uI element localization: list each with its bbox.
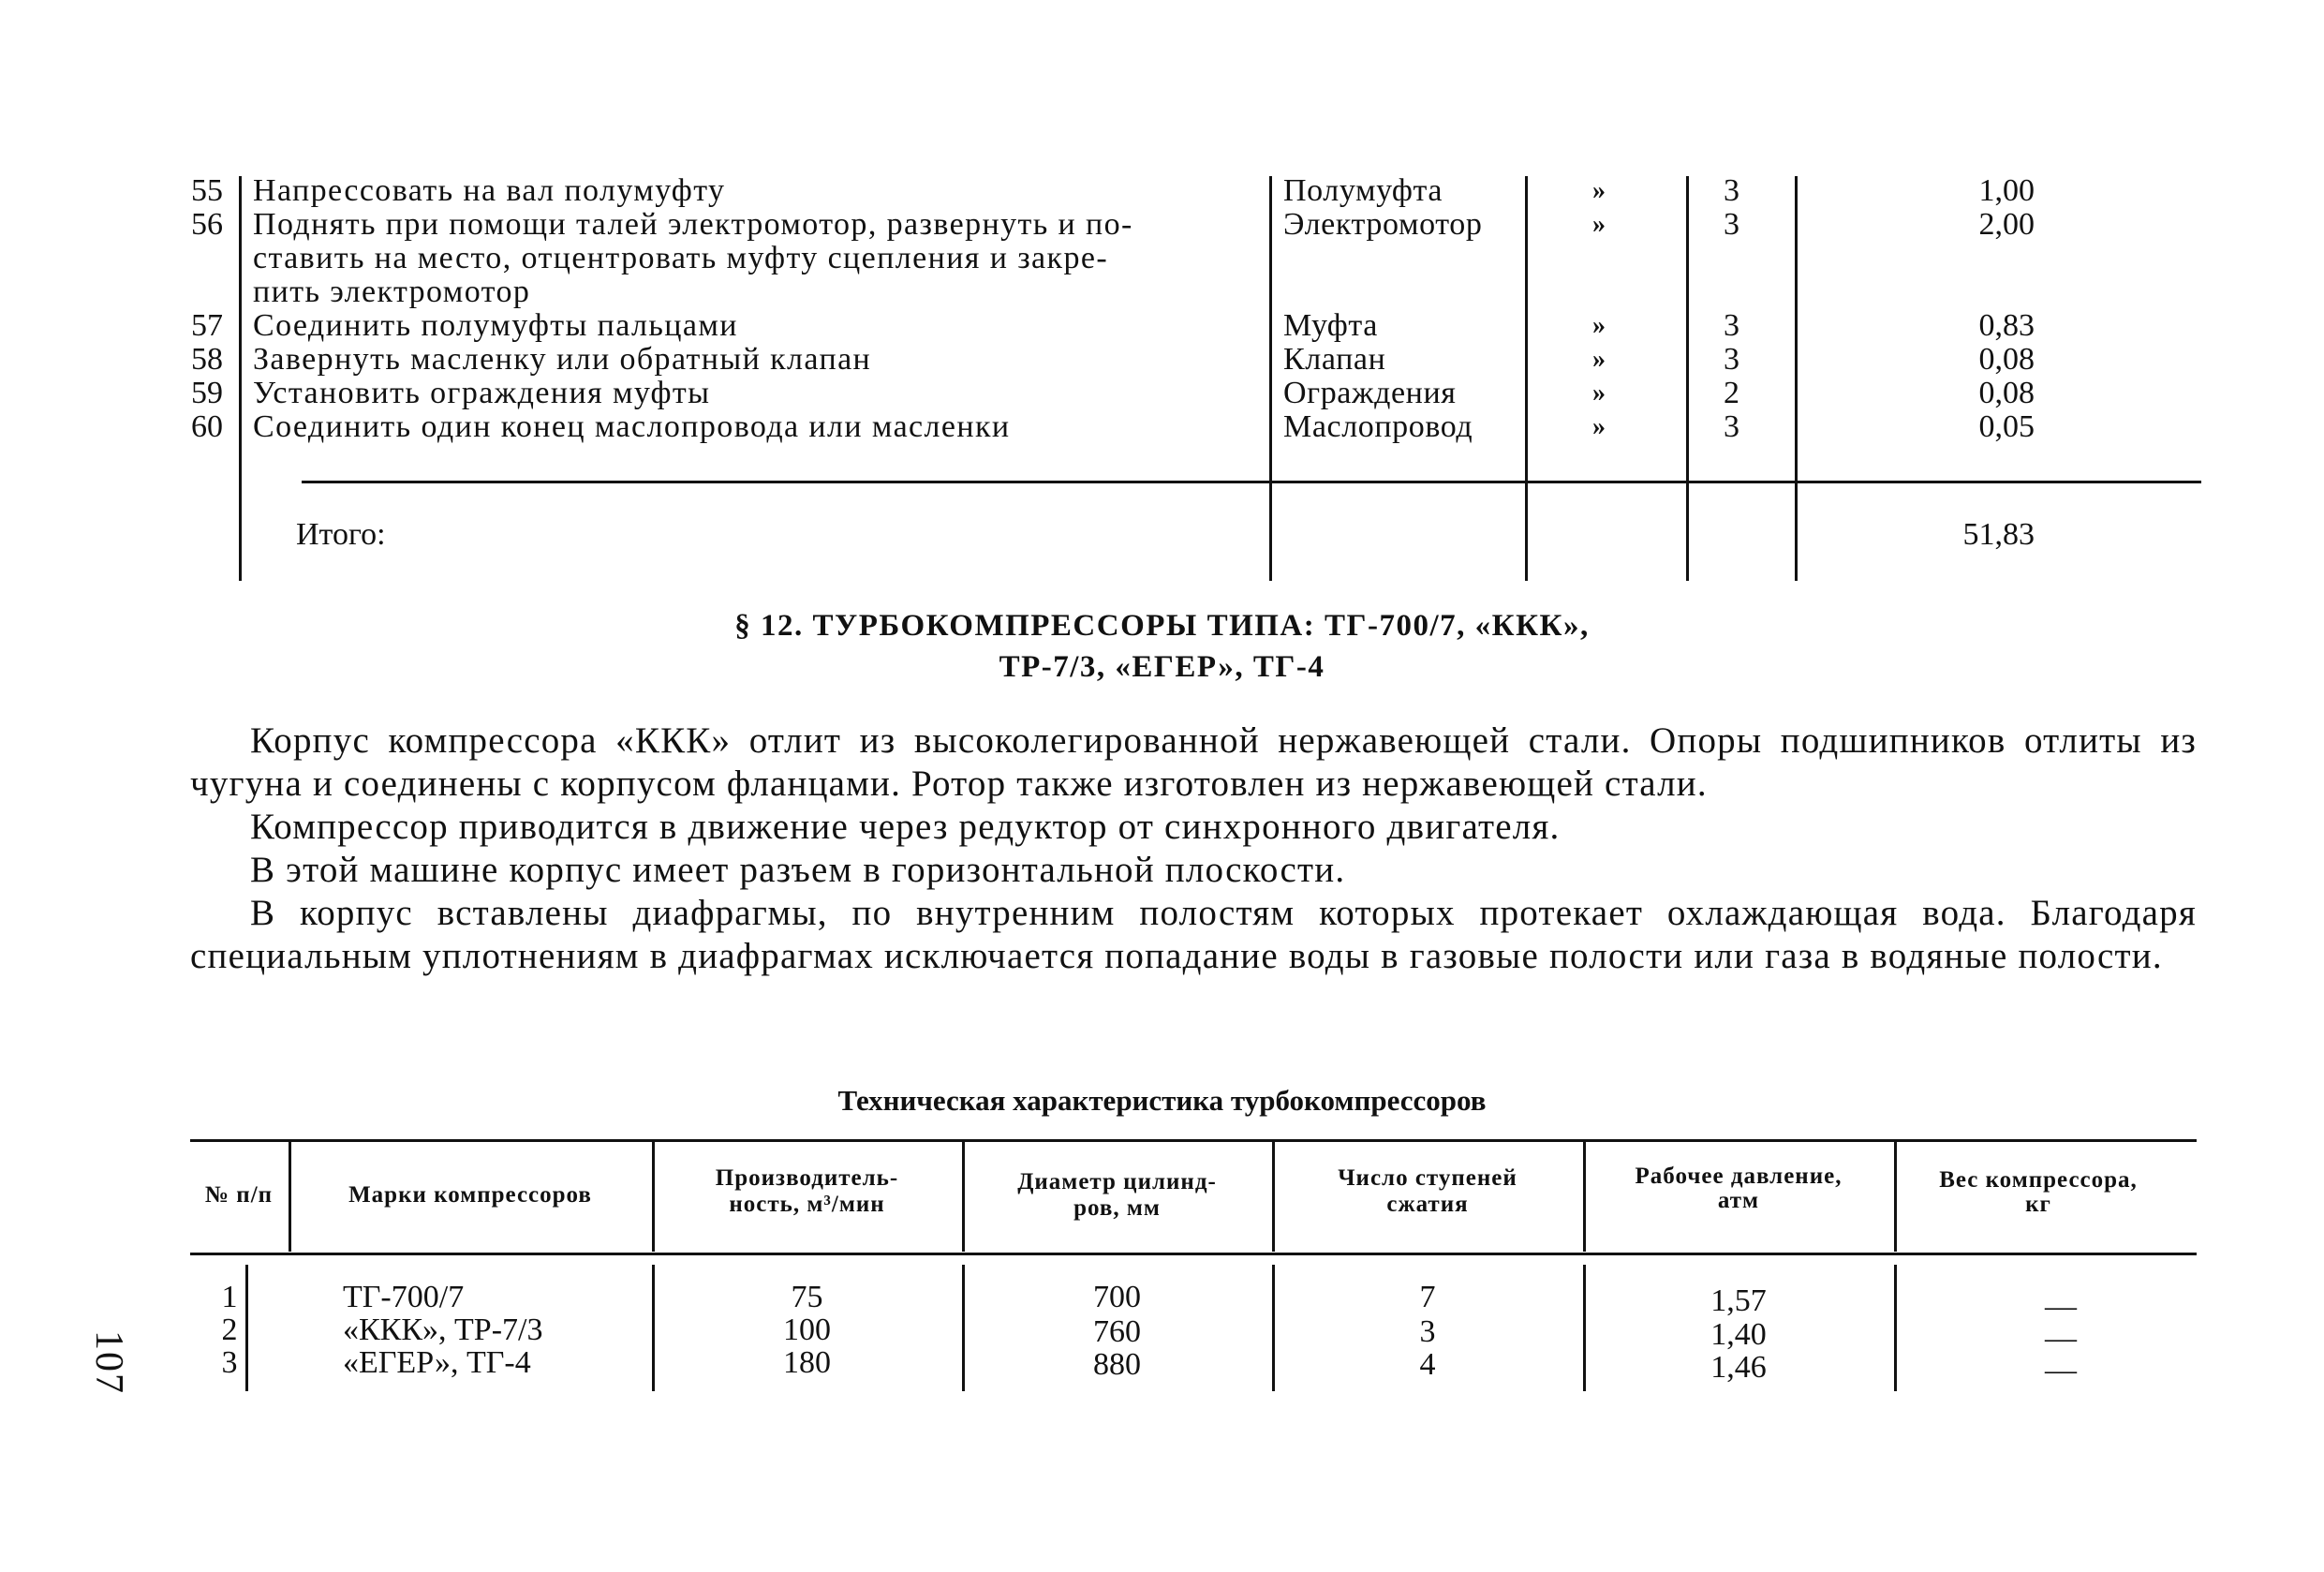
cell-weight: — [2045,1289,2077,1324]
ops-rule-left [239,176,242,581]
cell-stages: 4 [1419,1347,1436,1382]
operation-text: Установить ограждения муфты [253,376,711,410]
spec-rule [1583,1141,1586,1252]
header-stages: сжатия [1386,1192,1469,1217]
spec-rule [652,1141,655,1252]
section-title-line1: § 12. ТУРБОКОМПРЕССОРЫ ТИПА: ТГ-700/7, «ККК», [734,609,1590,643]
paragraph: Компрессор приводится в движение через редуктор от синхронного двигателя. [250,807,1561,847]
body-text [190,719,2197,978]
value: 0,08 [1978,376,2035,410]
spec-rule [1272,1141,1275,1252]
header-weight: Вес компрессора, [1939,1167,2138,1193]
cell-num: 3 [221,1345,238,1380]
cell-stages: 7 [1419,1280,1436,1314]
cell-num: 1 [221,1280,238,1314]
cell-brand: «ЕГЕР», ТГ-4 [343,1345,531,1380]
ditto-mark: » [1592,311,1606,340]
header-pressure: Рабочее давление, [1635,1164,1843,1189]
ditto-mark: » [1592,345,1606,374]
spec-rule [1894,1141,1897,1252]
quantity: 3 [1724,308,1739,343]
value: 1,00 [1978,173,2035,208]
quantity: 3 [1724,173,1739,208]
cell-capacity: 100 [783,1312,831,1347]
header-pressure: атм [1717,1188,1760,1213]
spec-rule [652,1265,655,1391]
section-title-line2: ТР-7/3, «ЕГЕР», ТГ-4 [999,650,1325,684]
header-stages: Число ступеней [1338,1165,1517,1191]
cell-weight: — [2045,1321,2077,1356]
quantity: 3 [1724,342,1739,377]
part-name: Муфта [1283,308,1378,343]
cell-diameter: 760 [1093,1314,1141,1349]
row-number: 55 [191,173,223,208]
operation-text: пить электромотор [253,274,531,309]
operation-text: Завернуть масленку или обратный клапан [253,342,872,377]
ditto-mark: » [1592,412,1606,441]
ops-rule-val [1795,176,1798,581]
spec-rule [1272,1265,1275,1391]
row-number: 59 [191,376,223,410]
header-diameter: Диаметр цилинд- [1017,1169,1217,1194]
table-caption: Техническая характеристика турбокомпрессоров [837,1084,1487,1117]
cell-stages: 3 [1419,1314,1436,1349]
part-name: Клапан [1283,342,1386,377]
cell-pressure: 1,40 [1710,1317,1767,1352]
cell-brand: ТГ-700/7 [343,1280,465,1314]
ops-rule-qty [1686,176,1689,581]
paragraph: В корпус вставлены диафрагмы, по внутренним полостям которых протекает охлаждающая вода. Благодаря специальным уплотнениям в диафрагмах исключается попадание воды в газовые полости или газа в водяные полости. [190,893,2197,976]
cell-diameter: 880 [1093,1347,1141,1382]
operation-text: Соединить один конец маслопровода или масленки [253,409,1011,444]
quantity: 3 [1724,207,1739,242]
header-num: № п/п [204,1182,274,1208]
paragraph: В этой машине корпус имеет разъем в горизонтальной плоскости. [250,850,1346,890]
row-number: 58 [191,342,223,377]
header-brand: Марки компрессоров [348,1182,592,1208]
ops-rule-part [1269,176,1272,581]
ditto-mark: » [1592,210,1606,239]
part-name: Ограждения [1283,376,1457,410]
ops-rule-unit [1525,176,1528,581]
ditto-mark: » [1592,378,1606,408]
spec-rule-header [190,1253,2197,1255]
cell-pressure: 1,46 [1710,1350,1767,1385]
operation-text: ставить на место, отцентровать муфту сцепления и закре- [253,241,1109,275]
operation-text: Напрессовать на вал полумуфту [253,173,726,208]
cell-diameter: 700 [1093,1280,1141,1314]
value: 0,05 [1978,409,2035,444]
cell-capacity: 180 [783,1345,831,1380]
value: 0,83 [1978,308,2035,343]
spec-rule [962,1141,965,1252]
part-name: Маслопровод [1283,409,1473,444]
row-number: 56 [191,207,223,242]
spec-rule [962,1265,965,1391]
header-capacity: ность, м³/мин [729,1192,885,1217]
cell-brand: «ККК», ТР-7/3 [343,1312,543,1347]
operation-text: Соединить полумуфты пальцами [253,308,738,343]
cell-capacity: 75 [791,1280,823,1314]
header-capacity: Производитель- [715,1165,899,1191]
page-number: 107 [87,1330,130,1395]
row-number: 60 [191,409,223,444]
operation-text: Поднять при помощи талей электромотор, развернуть и по- [253,207,1133,242]
part-name: Полумуфта [1283,173,1443,208]
row-number: 57 [191,308,223,343]
ditto-mark: » [1592,176,1606,205]
cell-weight: — [2045,1353,2077,1387]
cell-num: 2 [221,1312,238,1347]
spec-rule [289,1141,291,1252]
part-name: Электромотор [1283,207,1483,242]
paragraph: Корпус компрессора «ККК» отлит из высоколегированной нержавеющей стали. Опоры подшипников отлиты из чугуна и соединены с корпусом фланцами. Ротор также изготовлен из нержавеющей стали. [190,720,2197,804]
value: 2,00 [1978,207,2035,242]
total-label: Итого: [296,517,386,552]
spec-rule [1894,1265,1897,1391]
quantity: 2 [1724,376,1739,410]
total-value: 51,83 [1962,517,2035,552]
ops-total-rule [302,481,2201,483]
cell-pressure: 1,57 [1710,1283,1767,1318]
header-weight: кг [2025,1192,2051,1217]
value: 0,08 [1978,342,2035,377]
quantity: 3 [1724,409,1739,444]
header-diameter: ров, мм [1073,1195,1161,1221]
spec-rule [1583,1265,1586,1391]
